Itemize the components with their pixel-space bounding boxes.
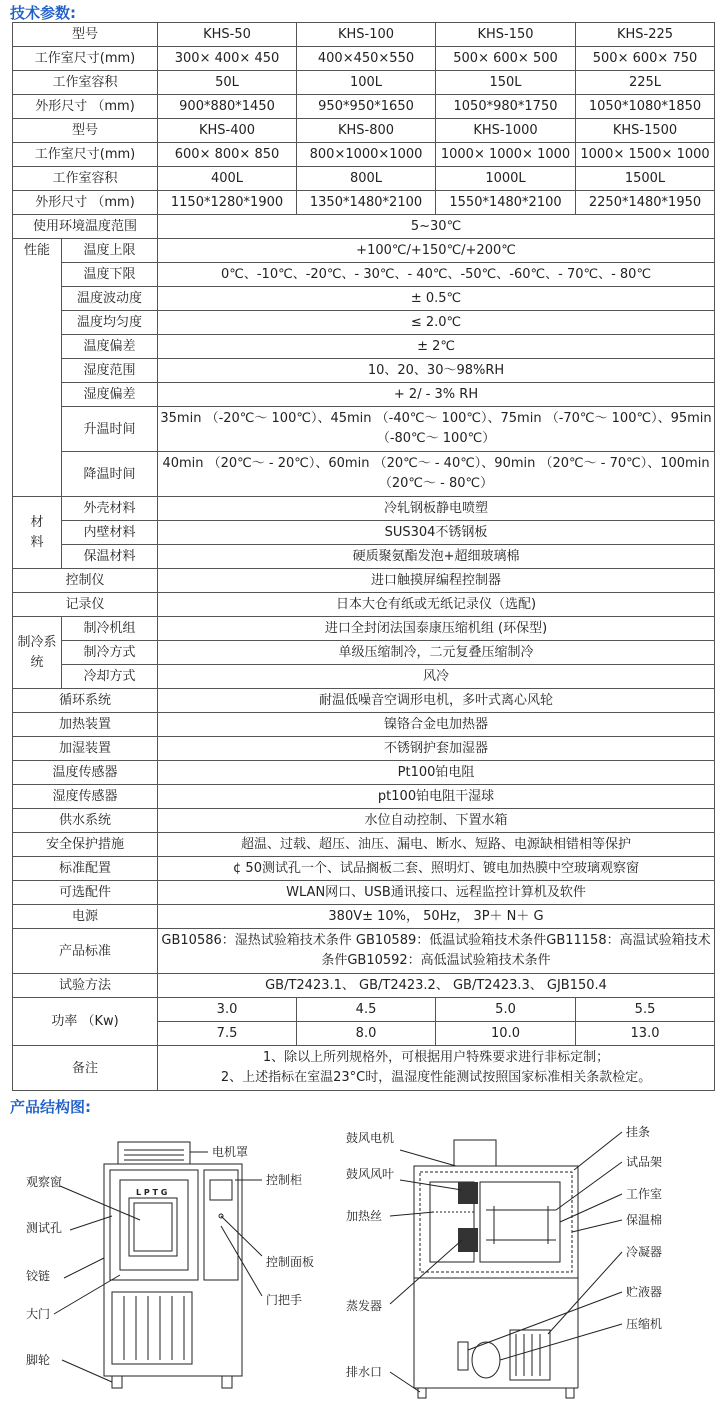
cell: ¢ 50测试孔一个、试品搁板二套、照明灯、镀电加热膜中空玻璃观察窗 (158, 857, 715, 881)
table-row (13, 71, 715, 95)
label-hinge: 铰链 (26, 1269, 51, 1283)
table-row (13, 785, 715, 809)
drain-shape (418, 1388, 426, 1398)
row-label: 制冷方式 (62, 641, 158, 665)
row-label: 工作室尺寸(mm) (13, 47, 158, 71)
cell: 800L (297, 167, 436, 191)
structure-heading: 产品结构图: (10, 1098, 91, 1116)
cell: 进口全封闭法国泰康压缩机组 (环保型) (158, 617, 715, 641)
row-label: 工作室容积 (13, 71, 158, 95)
cell: 1550*1480*2100 (436, 191, 576, 215)
table-row (13, 593, 715, 617)
table-row (13, 689, 715, 713)
cell: 800×1000×1000 (297, 143, 436, 167)
table-row (13, 95, 715, 119)
cell: 冷轧钢板静电喷塑 (158, 497, 715, 521)
cell: GB10586：湿热试验箱技术条件 GB10589：低温试验箱技术条件GB11158：高温试验箱技术条件GB10592：高低温试验箱技术条件 (158, 929, 715, 974)
row-label: 温度传感器 (13, 761, 158, 785)
cell: 4.5 (297, 998, 436, 1022)
cell: 风冷 (158, 665, 715, 689)
table-row (13, 521, 715, 545)
cell: 600× 800× 850 (158, 143, 297, 167)
table-row (13, 239, 715, 263)
table-row (13, 857, 715, 881)
cell: 镍铬合金电加热器 (158, 713, 715, 737)
group-label: 材 料 (13, 497, 62, 569)
row-label: 外形尺寸 （mm) (13, 191, 158, 215)
table-row (13, 617, 715, 641)
row-label: 控制仪 (13, 569, 158, 593)
cell: KHS-1000 (436, 119, 576, 143)
cell: 10、20、30～98%RH (158, 359, 715, 383)
row-label: 外形尺寸 （mm) (13, 95, 158, 119)
cell: WLAN网口、USB通讯接口、远程监控计算机及软件 (158, 881, 715, 905)
cell: 进口触摸屏编程控制器 (158, 569, 715, 593)
label-drain: 排水口 (346, 1365, 383, 1379)
label-receiver: 贮液器 (626, 1285, 663, 1299)
cabinet-internal (390, 1132, 622, 1398)
motor-cover-shape (118, 1142, 190, 1164)
row-label: 记录仪 (13, 593, 158, 617)
cell: 500× 600× 500 (436, 47, 576, 71)
row-label: 工作室容积 (13, 167, 158, 191)
table-row (13, 881, 715, 905)
label-window: 观察窗 (26, 1175, 63, 1189)
label-caster: 脚轮 (26, 1353, 51, 1367)
group-label: 制冷系统 (13, 617, 62, 689)
table-row (13, 119, 715, 143)
cell: +100℃/+150℃/+200℃ (158, 239, 715, 263)
table-row (13, 407, 715, 452)
cell: 900*880*1450 (158, 95, 297, 119)
row-label: 湿度范围 (62, 359, 158, 383)
table-row (13, 809, 715, 833)
fan-blade-shape (458, 1182, 478, 1204)
row-label: 保温材料 (62, 545, 158, 569)
cell: KHS-225 (576, 23, 715, 47)
table-row (13, 665, 715, 689)
row-label: 升温时间 (62, 407, 158, 452)
table-row (13, 335, 715, 359)
cell: 1350*1480*2100 (297, 191, 436, 215)
table-row (13, 497, 715, 521)
table-row (13, 833, 715, 857)
table-row (13, 215, 715, 239)
caster-shape (112, 1376, 122, 1388)
cell: 3.0 (158, 998, 297, 1022)
row-label: 型号 (13, 23, 158, 47)
row-label: 湿度传感器 (13, 785, 158, 809)
row-label: 试验方法 (13, 974, 158, 998)
row-label: 湿度偏差 (62, 383, 158, 407)
cell: 1150*1280*1900 (158, 191, 297, 215)
cell: + 2/ - 3% RH (158, 383, 715, 407)
cabinet-exterior (54, 1142, 262, 1388)
cell: 35min （-20℃～ 100℃）、45min （-40℃～ 100℃）、75min （-70℃～ 100℃）、95min （-80℃～ 100℃） (158, 407, 715, 452)
row-label: 外壳材料 (62, 497, 158, 521)
window-shape (134, 1203, 172, 1251)
receiver-shape (458, 1342, 468, 1370)
cell: 40min （20℃～ - 20℃）、60min （20℃～ - 40℃）、90min （20℃～ - 70℃）、100min （20℃～ - 80℃） (158, 452, 715, 497)
table-row (13, 263, 715, 287)
label-rack: 试品架 (626, 1155, 663, 1169)
row-label: 可选配件 (13, 881, 158, 905)
row-label: 加湿装置 (13, 737, 158, 761)
spec-table (12, 22, 715, 1091)
row-label: 安全保护措施 (13, 833, 158, 857)
cell: 300× 400× 450 (158, 47, 297, 71)
cell: 耐温低噪音空调形电机，多叶式离心风轮 (158, 689, 715, 713)
cell: 超温、过载、超压、油压、漏电、断水、短路、电源缺相错相等保护 (158, 833, 715, 857)
table-row (13, 383, 715, 407)
row-label: 降温时间 (62, 452, 158, 497)
row-label: 工作室尺寸(mm) (13, 143, 158, 167)
cell: 100L (297, 71, 436, 95)
table-row (13, 452, 715, 497)
cell: 7.5 (158, 1022, 297, 1046)
table-row (13, 287, 715, 311)
cell: 400×450×550 (297, 47, 436, 71)
label-insulation: 保温棉 (626, 1213, 663, 1227)
door-shape (110, 1170, 198, 1280)
cell: Pt100铂电阻 (158, 761, 715, 785)
control-screen (210, 1180, 232, 1200)
cell: 950*950*1650 (297, 95, 436, 119)
label-control-cabinet: 控制柜 (266, 1173, 303, 1187)
structure-diagram (0, 1120, 728, 1417)
cell (158, 1046, 715, 1091)
cell: 400L (158, 167, 297, 191)
logo-text: L P T G (136, 1188, 168, 1197)
table-row (13, 905, 715, 929)
cell: 1000× 1000× 1000 (436, 143, 576, 167)
remark-line-2: 2、上述指标在室温23°C时，温湿度性能测试按照国家标准相关条款检定。 (220, 1070, 652, 1085)
label-test-hole: 测试孔 (26, 1221, 63, 1235)
cell: 0℃、-10℃、-20℃、- 30℃、- 40℃、-50℃、-60℃、- 70℃、- 80℃ (158, 263, 715, 287)
row-label: 温度上限 (62, 239, 158, 263)
cell: 10.0 (436, 1022, 576, 1046)
cell: 500× 600× 750 (576, 47, 715, 71)
table-row (13, 974, 715, 998)
cell: ± 0.5℃ (158, 287, 715, 311)
cell: 1050*1080*1850 (576, 95, 715, 119)
table-row (13, 713, 715, 737)
cell: KHS-50 (158, 23, 297, 47)
cell: KHS-800 (297, 119, 436, 143)
cell: 13.0 (576, 1022, 715, 1046)
cell: KHS-400 (158, 119, 297, 143)
cell: 2250*1480*1950 (576, 191, 715, 215)
group-label: 性能 (13, 239, 62, 497)
cell: 水位自动控制、下置水箱 (158, 809, 715, 833)
right-labels (346, 1124, 662, 1379)
control-cabinet-shape (204, 1170, 238, 1280)
cell: 1000L (436, 167, 576, 191)
cell: 225L (576, 71, 715, 95)
label-fan-motor: 鼓风电机 (346, 1131, 395, 1145)
cell: 150L (436, 71, 576, 95)
cell: 1500L (576, 167, 715, 191)
row-label: 供水系统 (13, 809, 158, 833)
cell: 8.0 (297, 1022, 436, 1046)
cell: 5~30℃ (158, 215, 715, 239)
label-motor-cover: 电机罩 (212, 1145, 249, 1159)
table-row (13, 761, 715, 785)
label-chamber: 工作室 (626, 1187, 663, 1201)
table-row (13, 167, 715, 191)
cell: ± 2℃ (158, 335, 715, 359)
cell: 1000× 1500× 1000 (576, 143, 715, 167)
label-door: 大门 (26, 1307, 51, 1321)
label-heater: 加热丝 (346, 1209, 383, 1223)
row-label: 型号 (13, 119, 158, 143)
label-hook: 挂条 (626, 1125, 651, 1139)
row-label: 冷却方式 (62, 665, 158, 689)
row-label: 使用环境温度范围 (13, 215, 158, 239)
label-handle: 门把手 (266, 1293, 303, 1307)
cell: GB/T2423.1、 GB/T2423.2、 GB/T2423.3、 GJB150.4 (158, 974, 715, 998)
evaporator-shape (458, 1228, 478, 1252)
table-row (13, 569, 715, 593)
row-label: 温度偏差 (62, 335, 158, 359)
cell: 硬质聚氨酯发泡+超细玻璃棉 (158, 545, 715, 569)
label-evaporator: 蒸发器 (346, 1299, 383, 1313)
label-control-panel: 控制面板 (266, 1255, 315, 1269)
row-label: 温度均匀度 (62, 311, 158, 335)
row-label: 循环系统 (13, 689, 158, 713)
fan-motor-shape (454, 1140, 496, 1166)
cell: KHS-150 (436, 23, 576, 47)
row-label: 温度下限 (62, 263, 158, 287)
cell: 5.0 (436, 998, 576, 1022)
row-label: 标准配置 (13, 857, 158, 881)
cell: pt100铂电阻干湿球 (158, 785, 715, 809)
table-row (13, 737, 715, 761)
table-row (13, 23, 715, 47)
table-row (13, 143, 715, 167)
table-row (13, 311, 715, 335)
cell: SUS304不锈钢板 (158, 521, 715, 545)
row-label: 功率 （Kw) (13, 998, 158, 1046)
row-label: 制冷机组 (62, 617, 158, 641)
row-label: 电源 (13, 905, 158, 929)
cell: KHS-100 (297, 23, 436, 47)
row-label: 产品标准 (13, 929, 158, 974)
label-compressor: 压缩机 (626, 1317, 663, 1331)
table-row (13, 359, 715, 383)
cell: 50L (158, 71, 297, 95)
row-label: 加热装置 (13, 713, 158, 737)
cell: 日本大仓有纸或无纸记录仪（选配) (158, 593, 715, 617)
table-row (13, 47, 715, 71)
table-row (13, 1046, 715, 1091)
row-label: 温度波动度 (62, 287, 158, 311)
table-row (13, 929, 715, 974)
cell: 不锈钢护套加湿器 (158, 737, 715, 761)
cell: 380V± 10%， 50Hz， 3P＋ N＋ G (158, 905, 715, 929)
cell: 5.5 (576, 998, 715, 1022)
params-heading: 技术参数: (10, 4, 76, 22)
table-row (13, 191, 715, 215)
cell: KHS-1500 (576, 119, 715, 143)
table-row (13, 641, 715, 665)
cell: 1050*980*1750 (436, 95, 576, 119)
row-label: 备注 (13, 1046, 158, 1091)
label-condenser: 冷凝器 (626, 1245, 663, 1259)
label-fan-blade: 鼓风风叶 (346, 1167, 395, 1181)
table-row (13, 545, 715, 569)
remark-line-1: 1、除以上所列规格外，可根据用户特殊要求进行非标定制； (262, 1050, 610, 1065)
row-label: 内壁材料 (62, 521, 158, 545)
cell: ≤ 2.0℃ (158, 311, 715, 335)
cell: 单级压缩制冷，二元复叠压缩制冷 (158, 641, 715, 665)
table-row (13, 998, 715, 1022)
